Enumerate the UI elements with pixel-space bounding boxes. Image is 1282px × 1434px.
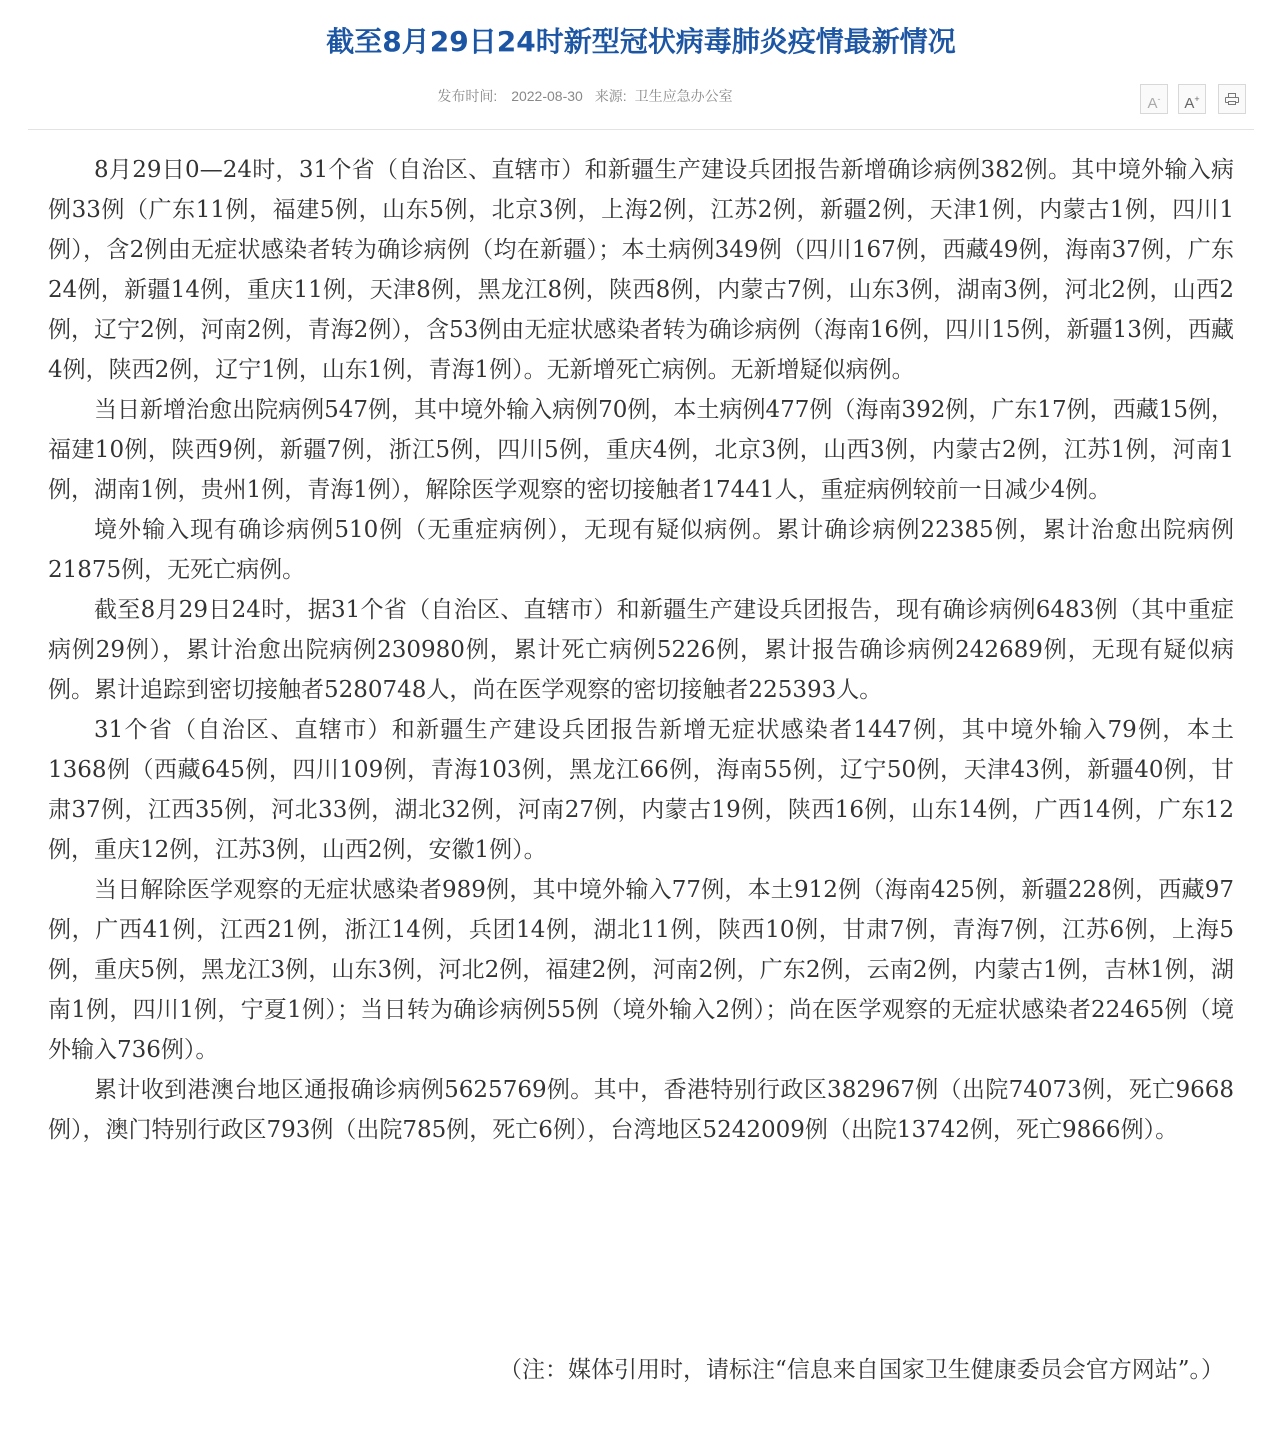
media-citation-note: （注：媒体引用时，请标注“信息来自国家卫生健康委员会官方网站”。） [498, 1357, 1224, 1383]
paragraph: 当日解除医学观察的无症状感染者989例，其中境外输入77例，本土912例（海南425例，新疆228例，西藏97例，广西41例，江西21例，浙江14例，兵团14例，湖北11例，陕西10例，甘肃7例，青海7例，江苏6例，上海5例，重庆5例，黑龙江3例，山东3例，河北2例，福建2例，河南2例，广东2例，云南2例，内蒙古1例，吉林1例，湖南1例，四川1例，宁夏1例）；当日转为确诊病例55例（境外输入2例）；尚在医学观察的无症状感染者22465例（境外输入736例）。 [48, 877, 1234, 1063]
paragraph: 累计收到港澳台地区通报确诊病例5625769例。其中，香港特别行政区382967例（出院74073例，死亡9668例），澳门特别行政区793例（出院785例，死亡6例），台湾地区5242009例（出院13742例，死亡9866例）。 [48, 1077, 1234, 1143]
printer-icon [1225, 93, 1239, 105]
font-decrease-button[interactable] [1140, 84, 1168, 114]
paragraph: 境外输入现有确诊病例510例（无重症病例），无现有疑似病例。累计确诊病例22385例，累计治愈出院病例21875例，无死亡病例。 [48, 517, 1234, 583]
publish-date: 2022-08-30 [511, 88, 583, 104]
article-title: 截至8月29日24时新型冠状病毒肺炎疫情最新情况 [326, 25, 956, 58]
header-divider [28, 129, 1254, 130]
font-decrease-icon: A- [1147, 94, 1161, 112]
source-value: 卫生应急办公室 [634, 88, 733, 104]
article-meta [0, 86, 1170, 106]
article-toolbar [1140, 84, 1250, 116]
paragraph: 当日新增治愈出院病例547例，其中境外输入病例70例，本土病例477例（海南392例，广东17例，西藏15例，福建10例，陕西9例，新疆7例，浙江5例，四川5例，重庆4例，北京3例，山西3例，内蒙古2例，江苏1例，河南1例，湖南1例，贵州1例，青海1例），解除医学观察的密切接触者17441人，重症病例较前一日减少4例。 [48, 397, 1234, 503]
paragraph: 8月29日0—24时，31个省（自治区、直辖市）和新疆生产建设兵团报告新增确诊病例382例。其中境外输入病例33例（广东11例，福建5例，山东5例，北京3例，上海2例，江苏2例，新疆2例，天津1例，内蒙古1例，四川1例），含2例由无症状感染者转为确诊病例（均在新疆）；本土病例349例（四川167例，西藏49例，海南37例，广东24例，新疆14例，重庆11例，天津8例，黑龙江8例，陕西8例，内蒙古7例，山东3例，湖南3例，河北2例，山西2例，辽宁2例，河南2例，青海2例），含53例由无症状感染者转为确诊病例（海南16例，四川15例，新疆13例，西藏4例，陕西2例，辽宁1例，山东1例，青海1例）。无新增死亡病例。无新增疑似病例。 [48, 157, 1234, 383]
publish-time-label: 发布时间: [437, 88, 498, 104]
print-button[interactable] [1218, 84, 1246, 114]
font-increase-icon: A+ [1184, 94, 1200, 112]
font-increase-button[interactable] [1178, 84, 1206, 114]
article-body [48, 150, 1234, 1150]
source-label: 来源: [594, 88, 627, 104]
paragraph: 截至8月29日24时，据31个省（自治区、直辖市）和新疆生产建设兵团报告，现有确诊病例6483例（其中重症病例29例），累计治愈出院病例230980例，累计死亡病例5226例，累计报告确诊病例242689例，无现有疑似病例。累计追踪到密切接触者5280748人，尚在医学观察的密切接触者225393人。 [48, 597, 1234, 703]
paragraph: 31个省（自治区、直辖市）和新疆生产建设兵团报告新增无症状感染者1447例，其中境外输入79例，本土1368例（西藏645例，四川109例，青海103例，黑龙江66例，海南55例，辽宁50例，天津43例，新疆40例，甘肃37例，江西35例，河北33例，湖北32例，河南27例，内蒙古19例，陕西16例，山东14例，广西14例，广东12例，重庆12例，江苏3例，山西2例，安徽1例）。 [48, 717, 1234, 863]
